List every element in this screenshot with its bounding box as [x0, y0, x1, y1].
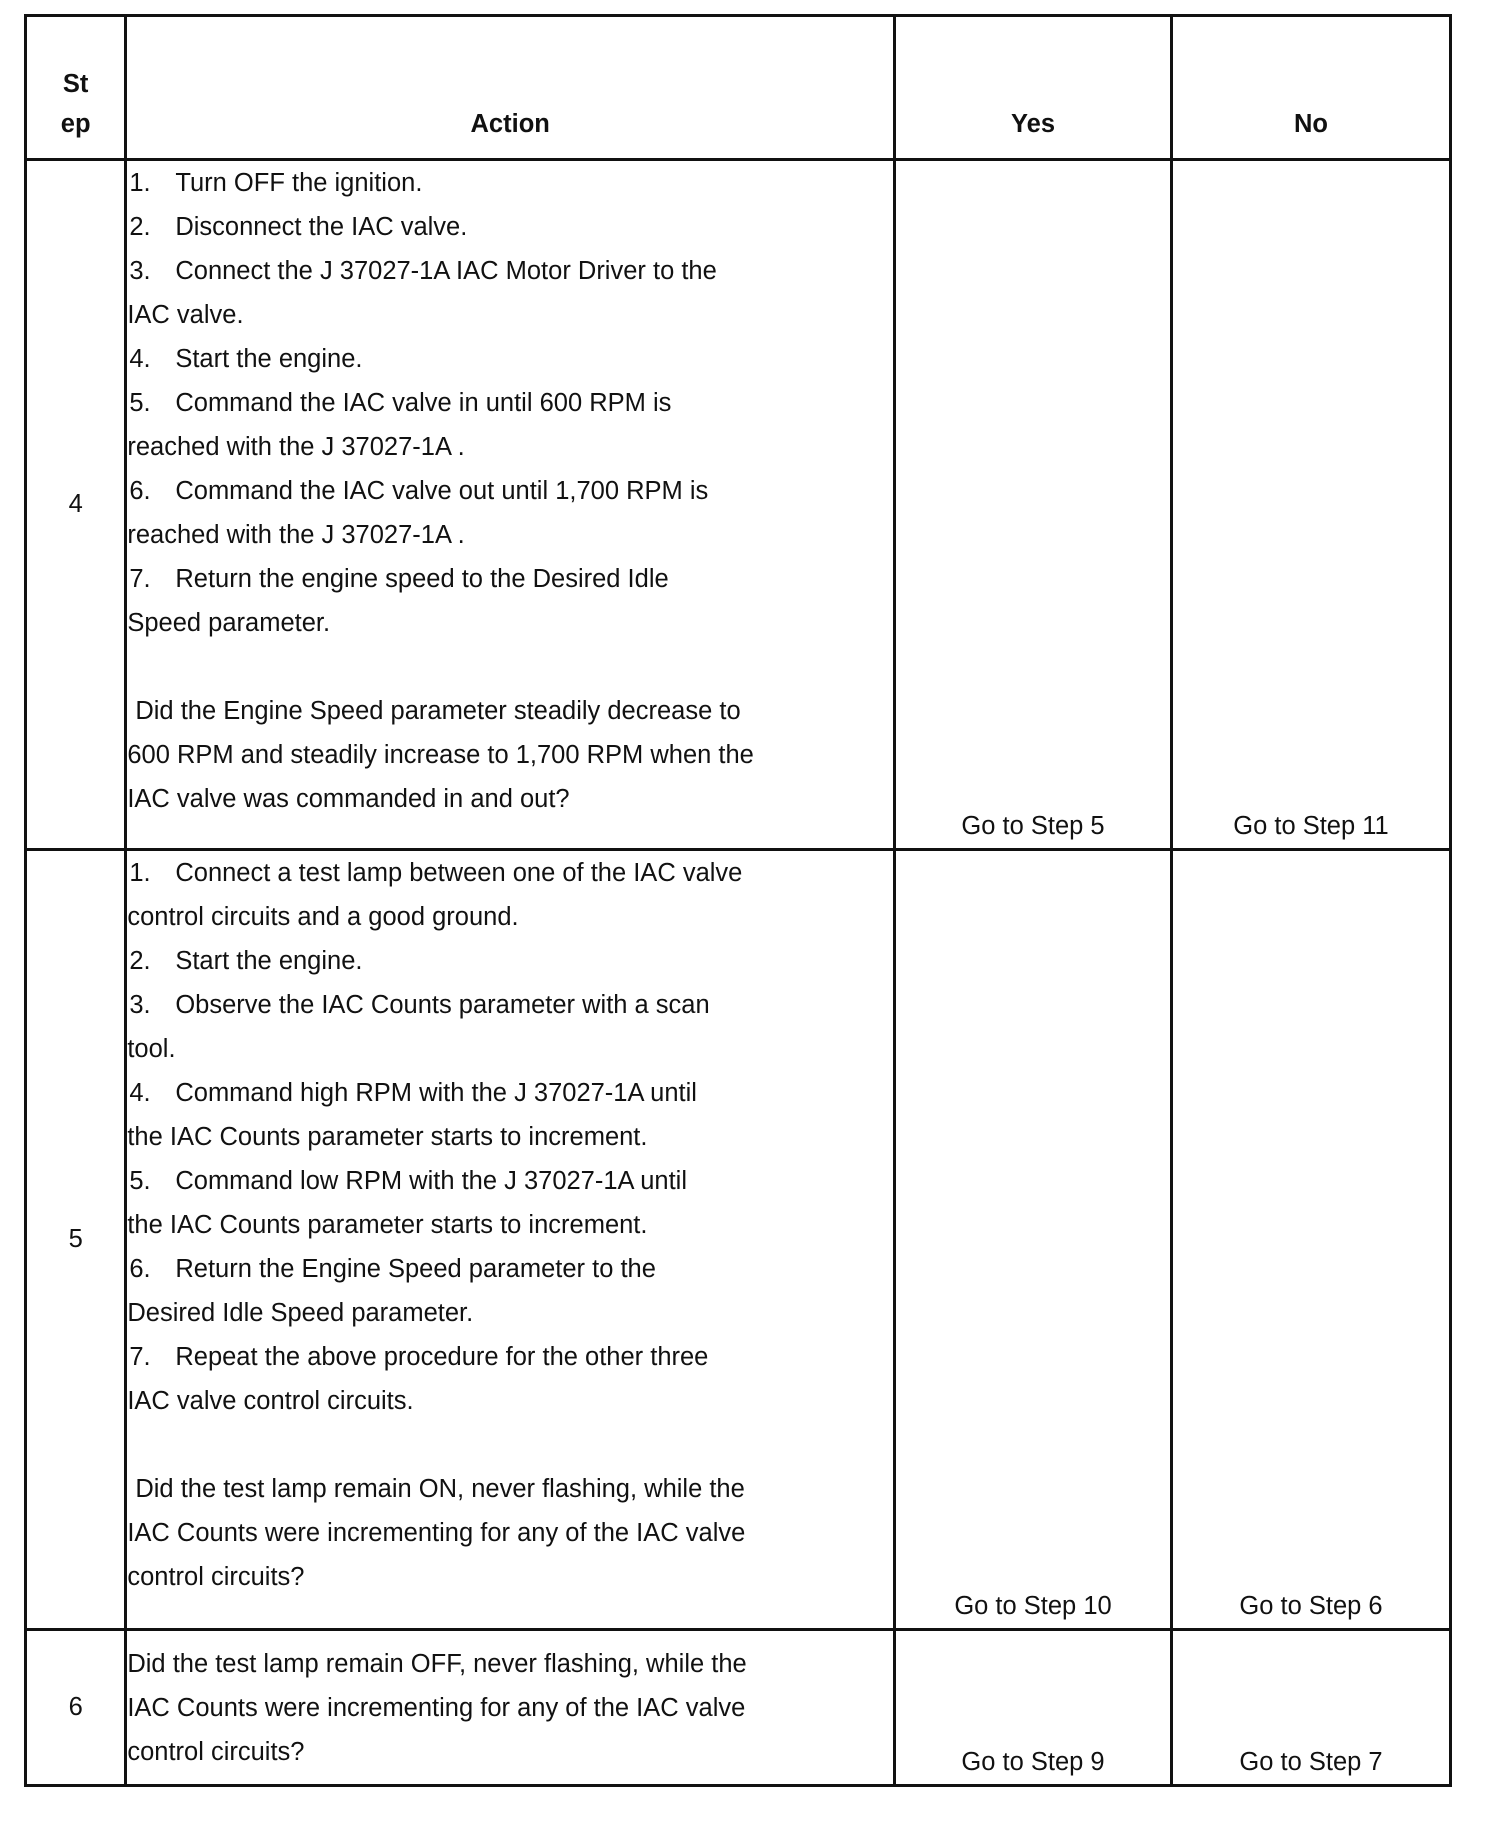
- yes-result: Go to Step 9: [895, 1630, 1172, 1786]
- action-question-line: control circuits?: [127, 1737, 305, 1766]
- table-row-step-6: [26, 1630, 1451, 1786]
- action-line: 6. Command the IAC valve out until 1,700 RPM is: [129, 477, 709, 505]
- action-line: 7. Return the engine speed to the Desired Idle: [129, 565, 669, 593]
- action-line: 5. Command low RPM with the J 37027-1A until: [129, 1167, 687, 1195]
- action-line: Speed parameter.: [127, 609, 331, 637]
- action-line: 4. Command high RPM with the J 37027-1A until: [129, 1079, 697, 1107]
- step-header-line1: St: [62, 70, 89, 98]
- action-cell: [126, 1630, 895, 1786]
- action-cell: [126, 160, 895, 850]
- yes-result: Go to Step 10: [895, 850, 1172, 1630]
- table-row-step-5: [26, 850, 1451, 1630]
- action-line: 1. Turn OFF the ignition.: [129, 169, 423, 197]
- action-line: 2. Disconnect the IAC valve.: [129, 213, 468, 241]
- action-question-line: Did the test lamp remain OFF, never flashing, while the: [127, 1649, 747, 1678]
- action-line: 6. Return the Engine Speed parameter to the: [129, 1255, 656, 1283]
- action-line: the IAC Counts parameter starts to increment.: [127, 1123, 648, 1151]
- no-result: Go to Step 7: [1172, 1630, 1451, 1786]
- action-line: IAC valve.: [127, 301, 244, 329]
- action-line: 7. Repeat the above procedure for the other three: [129, 1343, 709, 1371]
- action-line: 4. Start the engine.: [129, 345, 363, 373]
- action-line: 5. Command the IAC valve in until 600 RPM is: [129, 389, 672, 417]
- action-line: Desired Idle Speed parameter.: [127, 1299, 474, 1327]
- step-column-header: [26, 16, 126, 160]
- action-line: 3. Connect the J 37027-1A IAC Motor Driver to the: [129, 257, 717, 285]
- no-result: Go to Step 11: [1172, 160, 1451, 850]
- step-number: 6: [26, 1630, 126, 1786]
- action-line: reached with the J 37027-1A .: [127, 433, 465, 461]
- action-cell: [126, 850, 895, 1630]
- action-line: 3. Observe the IAC Counts parameter with a scan: [129, 991, 710, 1019]
- yes-result: Go to Step 5: [895, 160, 1172, 850]
- step-header-line2: ep: [60, 110, 91, 138]
- diagnostic-table: [24, 14, 1452, 1787]
- action-question-line: IAC Counts were incrementing for any of the IAC valve: [127, 1693, 746, 1722]
- action-line: 1. Connect a test lamp between one of the IAC valve: [129, 859, 743, 887]
- step-number: 5: [26, 850, 126, 1630]
- action-line: tool.: [127, 1035, 176, 1063]
- no-column-header: No: [1172, 16, 1451, 160]
- table-row-step-4: [26, 160, 1451, 850]
- action-line: reached with the J 37027-1A .: [127, 521, 465, 549]
- step-number: 4: [26, 160, 126, 850]
- action-line: the IAC Counts parameter starts to increment.: [127, 1211, 648, 1239]
- action-question: Did the Engine Speed parameter steadily decrease to 600 RPM and steadily increase to 1,700 RPM when the IAC valve was commanded in and out?: [127, 697, 754, 813]
- action-line: IAC valve control circuits.: [127, 1387, 414, 1415]
- action-column-header: Action: [126, 16, 895, 160]
- action-question: Did the test lamp remain ON, never flashing, while the IAC Counts were incrementing for any of the IAC valve control circuits?: [127, 1475, 746, 1591]
- action-line: control circuits and a good ground.: [127, 903, 519, 931]
- header-row: [26, 16, 1451, 160]
- action-line: 2. Start the engine.: [129, 947, 363, 975]
- yes-column-header: Yes: [895, 16, 1172, 160]
- no-result: Go to Step 6: [1172, 850, 1451, 1630]
